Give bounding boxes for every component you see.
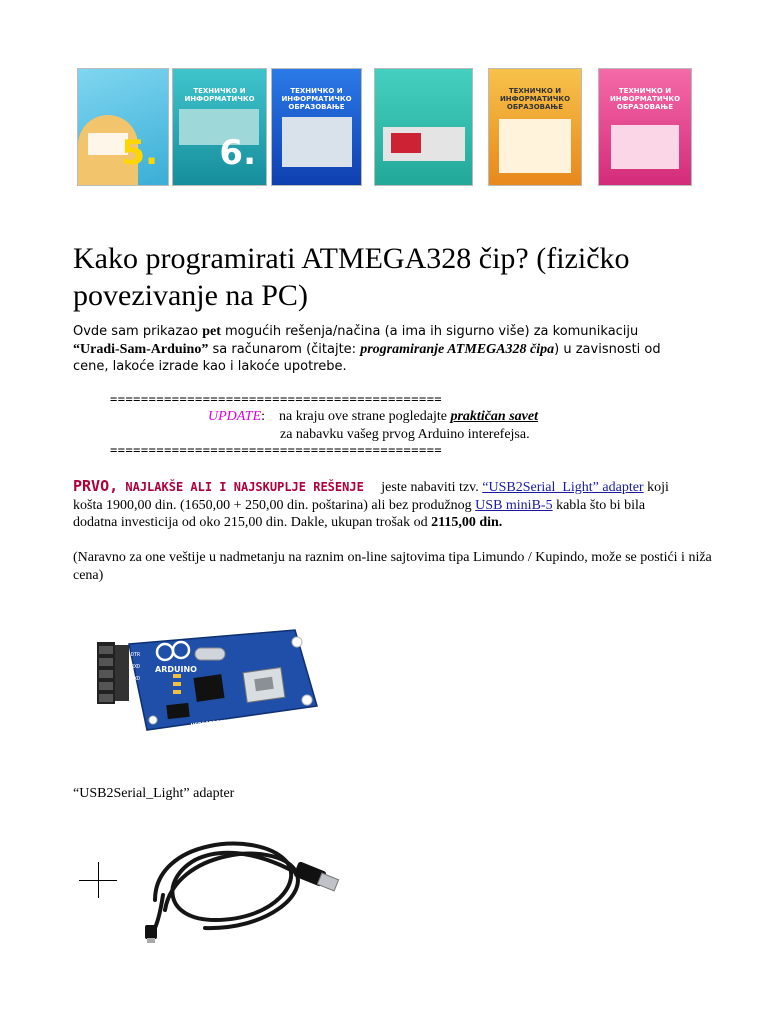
- book-grade-5: 5.: [121, 133, 158, 173]
- book-cover-grade-5: [77, 68, 169, 186]
- usb2serial-board-image: [95, 620, 325, 740]
- update-line: UPDATE: na kraju ove strane pogledajte praktičan savet: [208, 409, 538, 424]
- book-cover-grade-6: ТЕХНИЧКО И ИНФОРМАТИЧКО 6.: [172, 68, 267, 186]
- update-label: UPDATE: [208, 409, 262, 424]
- price-note: (Naravno za one veštije u nadmetanju na raznim on-line sajtovima tipa Limundo / Kupindo, može se postići i niža cena): [73, 550, 712, 583]
- intro-paragraph: Ovde sam prikazao pet mogućih rešenja/načina (a ima ih sigurno više) za komunikaciju “Uradi-Sam-Arduino” sa računarom (čitajte: programiranje ATMEGA328 čipa) u zavisnosti od cene, lakoće izrade kao i lakoće upotrebe.: [73, 324, 661, 374]
- separator-bottom: ===========================================: [110, 443, 443, 457]
- page-title: Kako programirati ATMEGA328 čip? (fizičko povezivanje na PC): [73, 242, 630, 312]
- board-caption: “USB2Serial_Light” adapter: [73, 786, 235, 801]
- book-cover-orange: ТЕХНИЧКО И ИНФОРМАТИЧКО ОБРАЗОВАЊЕ: [488, 68, 582, 186]
- book-cover-blue: ТЕХНИЧКО И ИНФОРМАТИЧКО ОБРАЗОВАЊЕ: [271, 68, 362, 186]
- book-cover-pink: ТЕХНИЧКО И ИНФОРМАТИЧКО ОБРАЗОВАЊЕ: [598, 68, 692, 186]
- usb-minib-link[interactable]: USB miniB-5: [475, 497, 553, 513]
- svg-text:GND: GND: [131, 700, 141, 706]
- usb-a-plug: [293, 861, 338, 891]
- book-grade-6: 6.: [219, 133, 256, 173]
- usb-cable-image: [135, 820, 345, 945]
- first-heading: PRVO,: [73, 477, 119, 495]
- svg-text:TXD: TXD: [131, 676, 141, 682]
- svg-text:DTR: DTR: [131, 652, 141, 658]
- board-brand: ARDUINO: [155, 665, 197, 674]
- svg-text:5V: 5V: [131, 688, 138, 694]
- first-solution-paragraph: PRVO, NAJLAKŠE ALI I NAJSKUPLJE REŠENJE jeste nabaviti tzv. “USB2Serial_Light” adapter koji košta 1900,00 din. (1650,00 + 250,00 din. poštarina) ali bez produžnog USB miniB-5 kabla što bi bila dodatna investicija od oko 215,00 din. Dakle, ukupan trošak od 2115,00 din.: [73, 477, 669, 530]
- pin-header: [97, 642, 129, 704]
- first-subheading: NAJLAKŠE ALI I NAJSKUPLJE REŠENJE: [118, 480, 364, 494]
- svg-text:RXD: RXD: [131, 664, 141, 670]
- practical-advice-link[interactable]: praktičan savet: [450, 409, 538, 424]
- book-cover-teal: [374, 68, 473, 186]
- mini-usb-plug: [145, 925, 157, 943]
- mini-usb-port: [243, 668, 285, 703]
- separator-top: ===========================================: [110, 392, 443, 406]
- usb2serial-link[interactable]: “USB2Serial_Light” adapter: [482, 480, 644, 495]
- board-label: USB2SERIAL LIGHT: [190, 716, 249, 730]
- update-line-2: za nabavku vašeg prvog Arduino interefejsa.: [280, 427, 530, 442]
